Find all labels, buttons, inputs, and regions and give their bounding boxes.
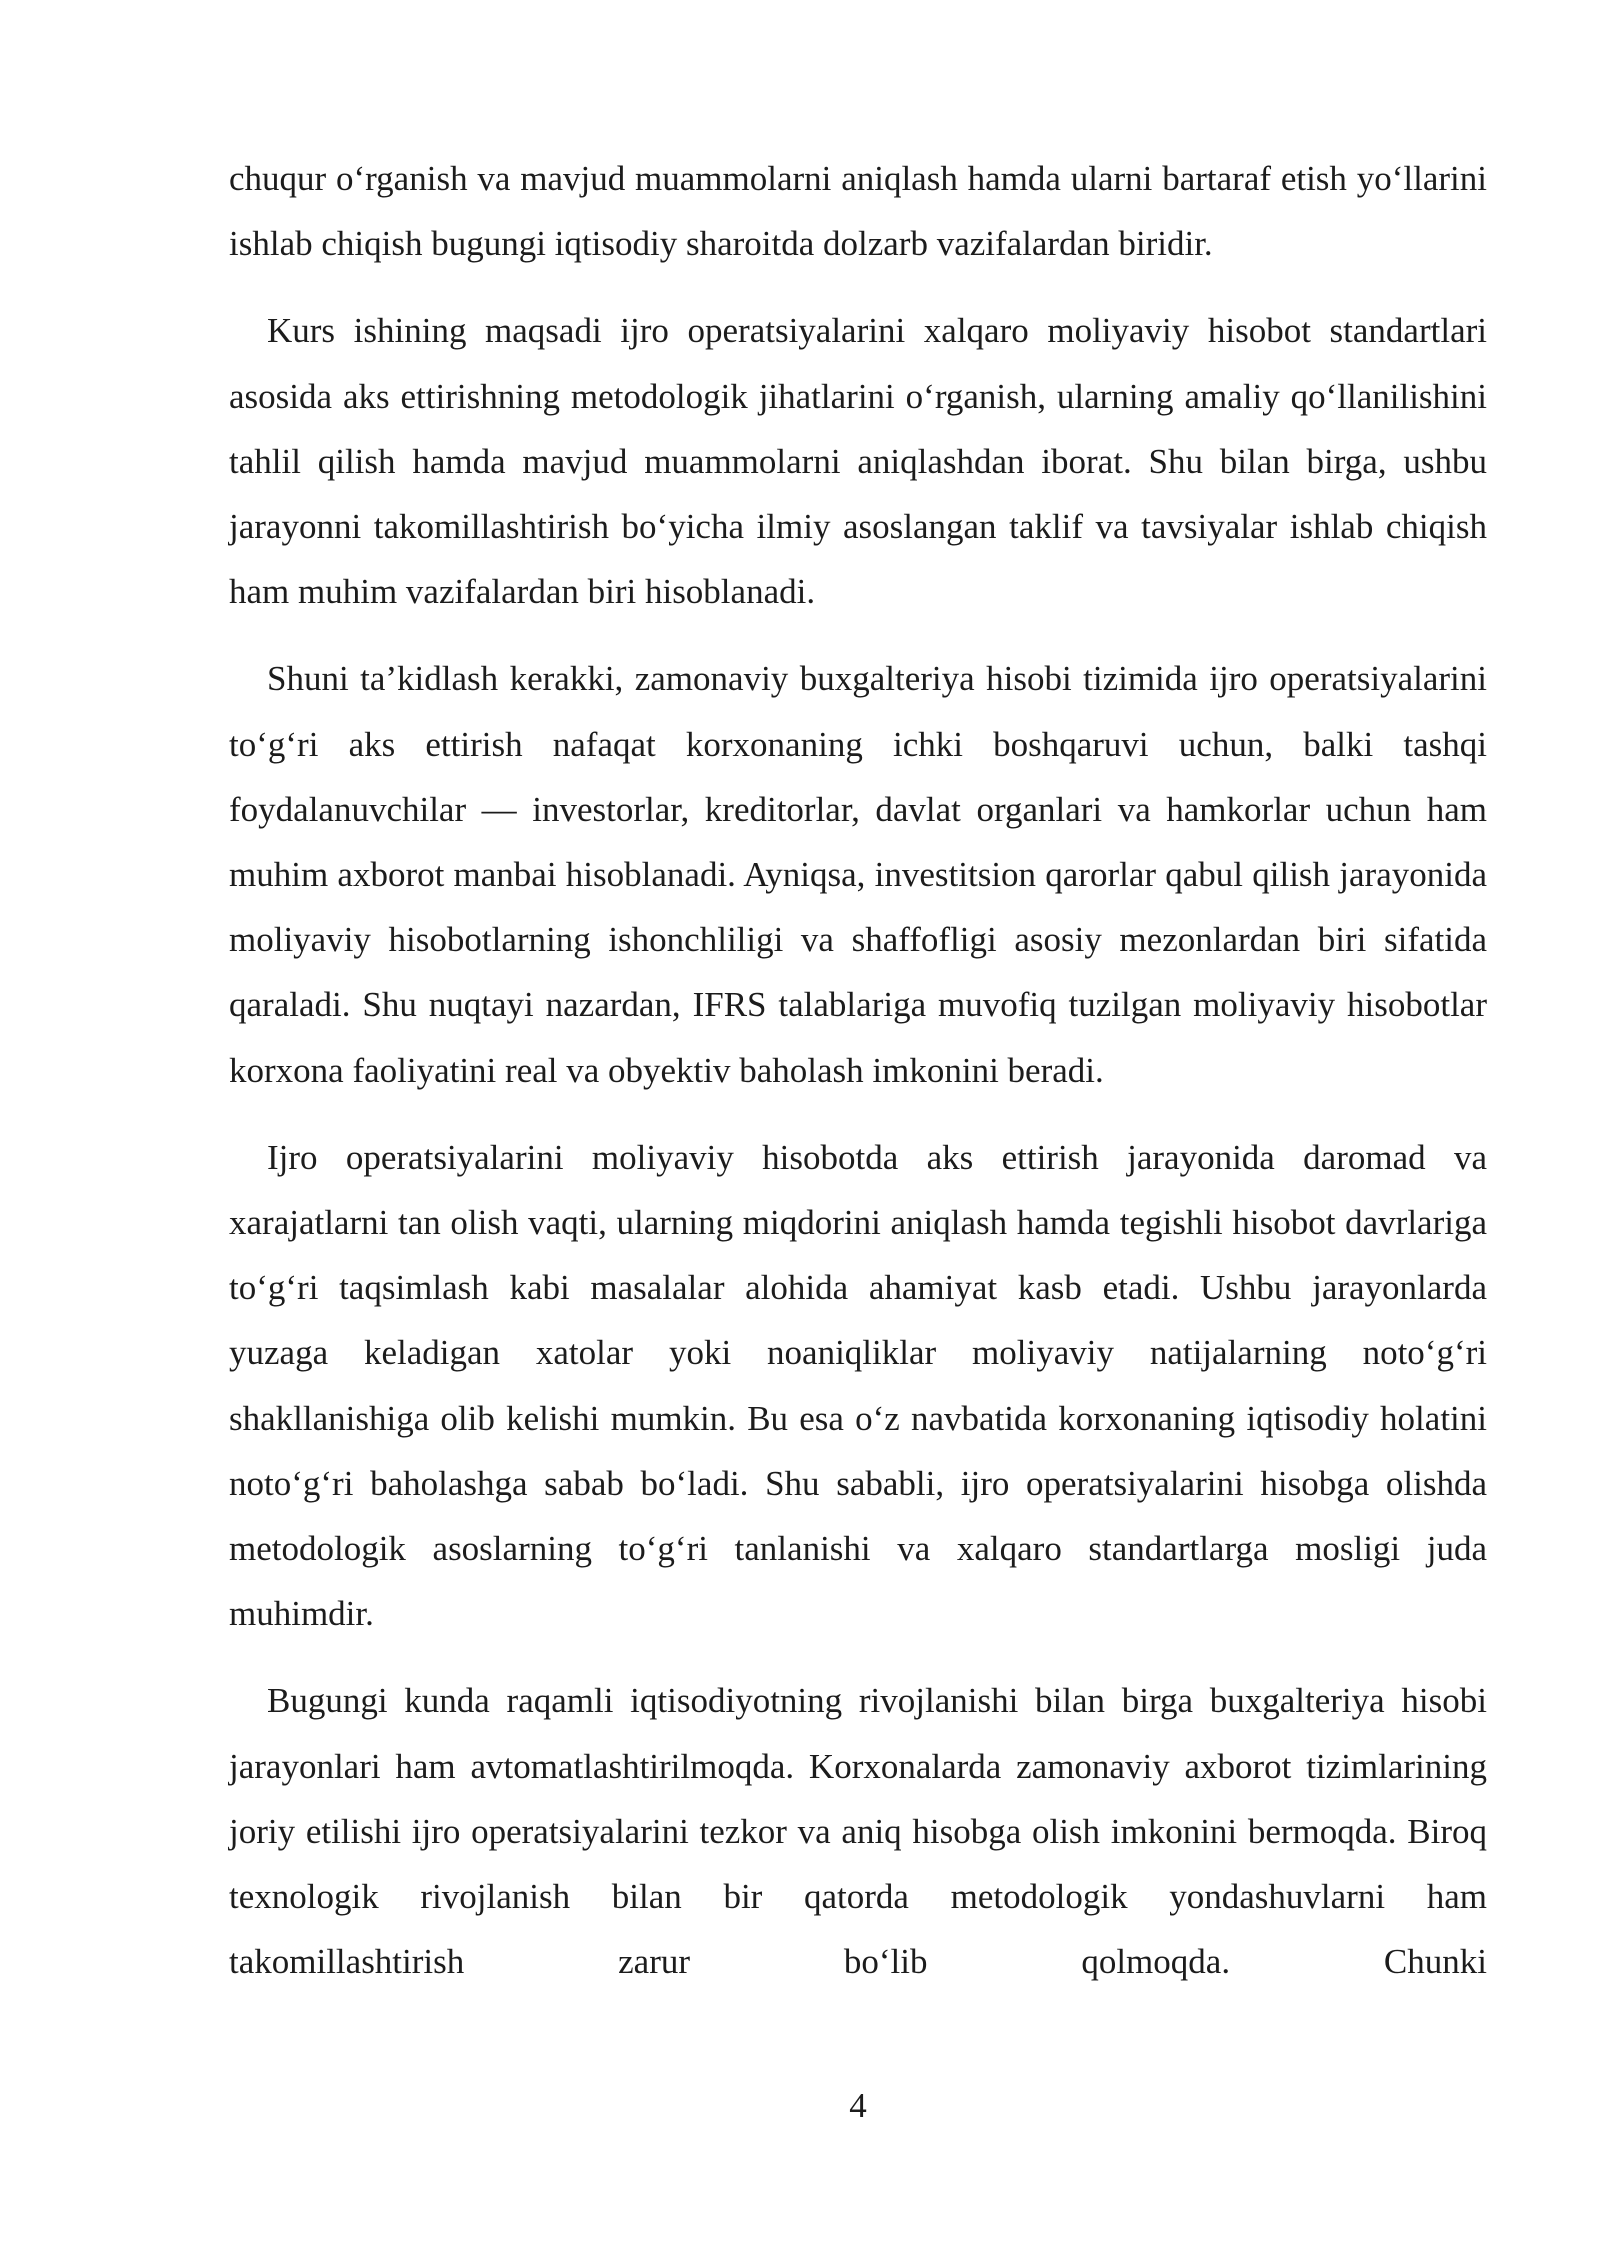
page-number: 4	[849, 2086, 867, 2125]
paragraph-modern-accounting: Shuni ta’kidlash kerakki, zamonaviy buxgalteriya hisobi tizimida ijro operatsiyalarini to‘g‘ri aks ettirish nafaqat korxonaning ichki boshqaruvi uchun, balki tashqi foydalanuvchilar — investorlar, kreditorlar, davlat organlari va hamkorlar uchun ham muhim axborot manbai hisoblanadi. Ayniqsa, investitsion qarorlar qabul qilish jarayonida moliyaviy hisobotlarning ishonchliligi va shaffofligi asosiy mezonlardan biri sifatida qaraladi. Shu nuqtayi nazardan, IFRS talablariga muvofiq tuzilgan moliyaviy hisobotlar korxona faoliyatini real va obyektiv baholash imkonini beradi.	[229, 659, 1487, 1090]
paragraph-continuation: chuqur o‘rganish va mavjud muammolarni aniqlash hamda ularni bartaraf etish yo‘llarini ishlab chiqish bugungi iqtisodiy sharoitda dolzarb vazifalardan biridir.	[229, 159, 1487, 264]
paragraph-course-goal: Kurs ishining maqsadi ijro operatsiyalarini xalqaro moliyaviy hisobot standartlari asosida aks ettirishning metodologik jihatlarini o‘rganish, ularning amaliy qo‘llanilishini tahlil qilish hamda mavjud muammolarni aniqlashdan iborat. Shu bilan birga, ushbu jarayonni takomillashtirish bo‘yicha ilmiy asoslangan taklif va tavsiyalar ishlab chiqish ham muhim vazifalardan biri hisoblanadi.	[229, 311, 1487, 612]
paragraph-revenue-recognition: Ijro operatsiyalarini moliyaviy hisobotda aks ettirish jarayonida daromad va xarajatlarni tan olish vaqti, ularning miqdorini aniqlash hamda tegishli hisobot davrlariga to‘g‘ri taqsimlash kabi masalalar alohida ahamiyat kasb etadi. Ushbu jarayonlarda yuzaga keladigan xatolar yoki noaniqliklar moliyaviy natijalarning noto‘g‘ri shakllanishiga olib kelishi mumkin. Bu esa o‘z navbatida korxonaning iqtisodiy holatini noto‘g‘ri baholashga sabab bo‘ladi. Shu sababli, ijro operatsiyalarini hisobga olishda metodologik asoslarning to‘g‘ri tanlanishi va xalqaro standartlarga mosligi juda muhimdir.	[229, 1137, 1487, 1634]
body-text	[229, 146, 1487, 2016]
paragraph-digital-economy: Bugungi kunda raqamli iqtisodiyotning rivojlanishi bilan birga buxgalteriya hisobi jarayonlari ham avtomatlashtirilmoqda. Korxonalarda zamonaviy axborot tizimlarining joriy etilishi ijro operatsiyalarini tezkor va aniq hisobga olish imkonini bermoqda. Biroq texnologik rivojlanish bilan bir qatorda metodologik yondashuvlarni ham takomillashtirish zarur bo‘lib qolmoqda. Chunki	[229, 1681, 1487, 1982]
